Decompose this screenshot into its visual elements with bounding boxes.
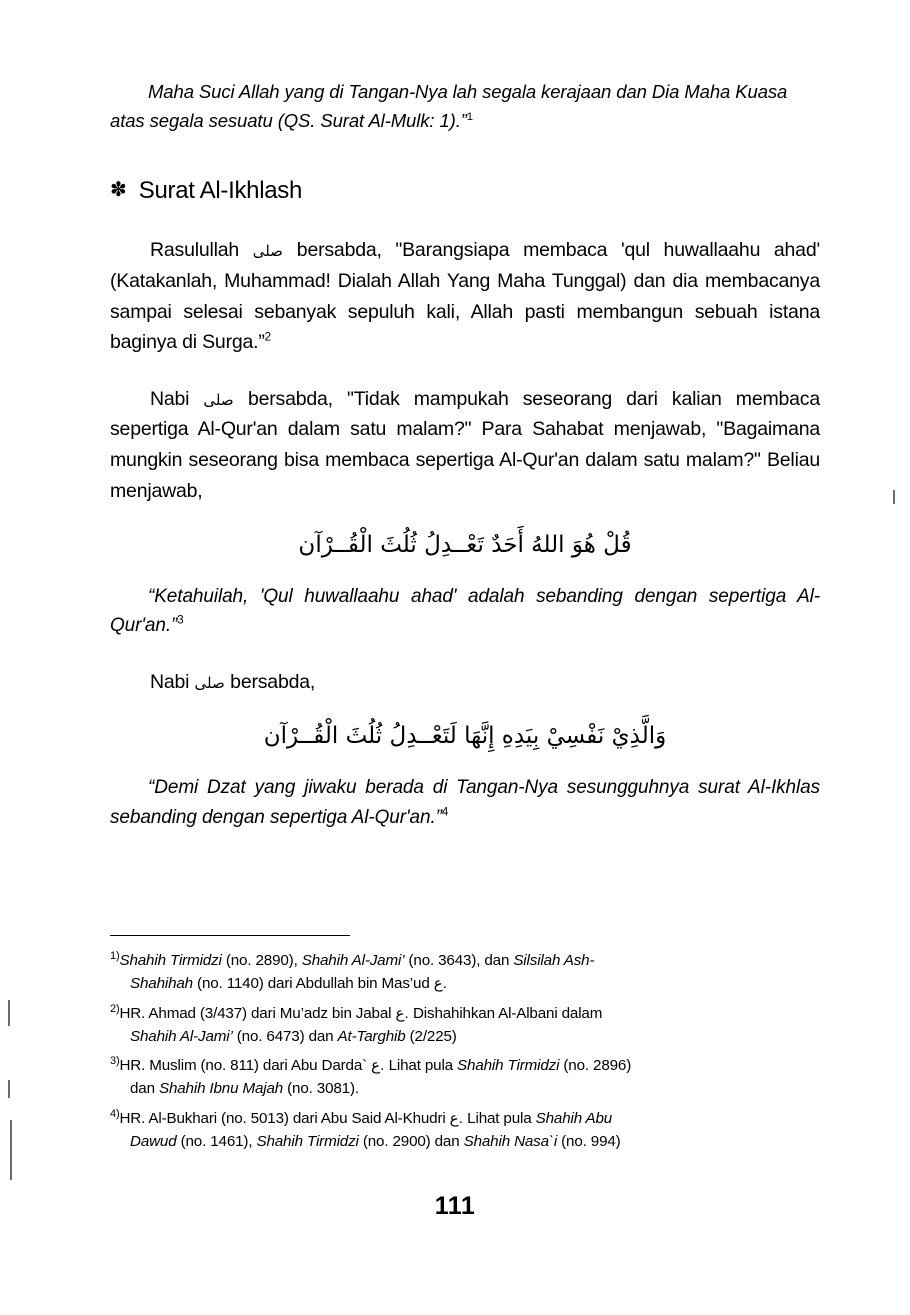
footnote-1-title-c: Shahih Al-Jami’ [301, 952, 405, 970]
footnote-1-title-a: Shahih Tirmidzi [119, 952, 222, 970]
paragraph-1-lead: Rasulullah [150, 239, 253, 262]
translation-1-text: “Ketahuilah, 'Qul huwallaahu ahad' adalah sebanding dengan sepertiga Al-Qur'an.” [110, 585, 820, 637]
footnote-4-title-e: Shahih Tirmidzi [256, 1132, 359, 1150]
page-number: 111 [434, 1192, 476, 1220]
translation-quote-1 [110, 582, 820, 641]
translation-quote-2 [110, 773, 820, 832]
intro-line-lead: Nabi [150, 670, 195, 693]
footnote-4-number: 4) [110, 1107, 120, 1120]
sallallahu-alaihi-wasallam-icon: صلى [203, 391, 234, 409]
footnote-1-number: 1) [110, 950, 120, 962]
footnote-1-title-f: Shahihah [130, 974, 193, 992]
flower-ornament-icon: ✽ [110, 179, 127, 202]
footnote-3-text-d: dan [130, 1080, 159, 1098]
footnote-2-line-2 [110, 1026, 820, 1049]
footnotes-block [110, 948, 820, 1159]
footnote-3-line-2 [110, 1078, 820, 1101]
footnote-3-title-e: Shahih Ibnu Majah [158, 1080, 284, 1098]
scan-edge-artifact [893, 490, 895, 504]
footnote-3-text-a: HR. Muslim (no. 811) dari Abu Darda` ع. Lihat pula [119, 1057, 458, 1075]
footnote-item-4 [110, 1106, 820, 1154]
footnote-3-text-c: (no. 2896) [559, 1057, 632, 1075]
footnote-2-title-d: At-Targhib [337, 1027, 406, 1045]
footnote-1-text-b: (no. 2890), [221, 952, 302, 970]
footnote-2-number: 2) [110, 1002, 120, 1015]
paragraph-hadith-2 [110, 384, 820, 506]
page-content [110, 78, 820, 858]
paragraph-1-body: bersabda, "Barangsiapa membaca 'qul huwallaahu ahad' (Katakanlah, Muhammad! Dialah Allah Yang Maha Tunggal) dan dia membacanya sampai selesai sebanyak sepuluh kali, Allah pasti membangun sebuah istana baginya di Surga.” [110, 239, 820, 354]
footnote-4-text-a: HR. Al-Bukhari (no. 5013) dari Abu Said Al-Khudri ع. Lihat pula [119, 1110, 536, 1128]
footnote-2-text-c: (no. 6473) dan [232, 1027, 338, 1045]
intro-line-body: bersabda, [224, 670, 316, 693]
paragraph-2-lead: Nabi [150, 387, 204, 410]
footnote-4-title-c: Dawud [130, 1132, 177, 1150]
scan-edge-artifact [8, 1080, 10, 1098]
scan-edge-artifact [10, 1120, 12, 1180]
arabic-hadith-line-1: قُلْ هُوَ اللهُ أَحَدٌ تَعْــدِلُ ثُلُثَ الْقُــرْآن [298, 532, 632, 559]
paragraph-intro-line [110, 667, 820, 698]
footnote-separator-rule [110, 935, 350, 936]
footnote-4-title-g: Shahih Nasa`i [463, 1132, 558, 1150]
footnote-4-text-h: (no. 994) [557, 1132, 621, 1150]
translation-2-text: “Demi Dzat yang jiwaku berada di Tangan-Nya sesungguhnya surat Al-Ikhlas sebanding dengan sepertiga Al-Qur'an.” [110, 777, 820, 828]
footnote-2-text-a: HR. Ahmad (3/437) dari Mu’adz bin Jabal ع. Dishahihkan Al-Albani dalam [119, 1004, 603, 1022]
footnote-3-number: 3) [110, 1055, 120, 1068]
footnote-4-text-d: (no. 1461), [176, 1132, 257, 1150]
footnote-marker-2: 2 [264, 331, 271, 344]
arabic-hadith-line-2: وَالَّذِيْ نَفْسِيْ بِيَدِهِ إِنَّهَا لَتَعْــدِلُ ثُلُثَ الْقُــرْآن [263, 723, 667, 750]
footnote-1-text-d: (no. 3643), dan [404, 952, 514, 970]
scan-edge-artifact [8, 1000, 10, 1026]
footnote-marker-1: 1 [466, 110, 473, 123]
sallallahu-alaihi-wasallam-icon: صلى [194, 674, 225, 692]
paragraph-2-body: bersabda, "Tidak mampukah seseorang dari kalian membaca sepertiga Al-Qur'an dalam satu malam?" Para Sahabat menjawab, "Bagaimana mungkin seseorang bisa membaca sepertiga Al-Qur'an dalam satu malam?" Beliau menjawab, [110, 387, 820, 502]
footnote-4-title-b: Shahih Abu [535, 1110, 613, 1128]
footnote-1-line-2 [110, 973, 820, 996]
footnote-4-line-2 [110, 1131, 820, 1154]
opening-verse-text: Maha Suci Allah yang di Tangan-Nya lah segala kerajaan dan Dia Maha Kuasa atas segala sesuatu (QS. Surat Al-Mulk: 1).” [110, 81, 788, 131]
footnote-marker-4: 4 [441, 806, 449, 819]
footnote-3-title-b: Shahih Tirmidzi [457, 1057, 560, 1075]
footnote-3-text-f: (no. 3081). [283, 1080, 359, 1098]
footnote-2-title-b: Shahih Al-Jami’ [130, 1027, 233, 1045]
footnote-marker-3: 3 [177, 615, 184, 628]
footnote-1-text-g: (no. 1140) dari Abdullah bin Mas’ud ع. [192, 974, 447, 992]
footnote-2-text-e: (2/225) [405, 1027, 457, 1045]
sallallahu-alaihi-wasallam-icon: صلى [252, 243, 283, 261]
paragraph-hadith-1 [110, 235, 820, 357]
section-heading [110, 177, 820, 205]
footnote-1-title-e: Silsilah Ash- [513, 952, 595, 970]
footnote-item-2 [110, 1001, 820, 1049]
section-title: Surat Al-Ikhlash [138, 177, 303, 205]
footnote-item-3 [110, 1053, 820, 1101]
footnote-4-text-f: (no. 2900) dan [358, 1132, 464, 1150]
opening-verse-quote [110, 78, 820, 135]
footnote-item-1 [110, 948, 820, 996]
